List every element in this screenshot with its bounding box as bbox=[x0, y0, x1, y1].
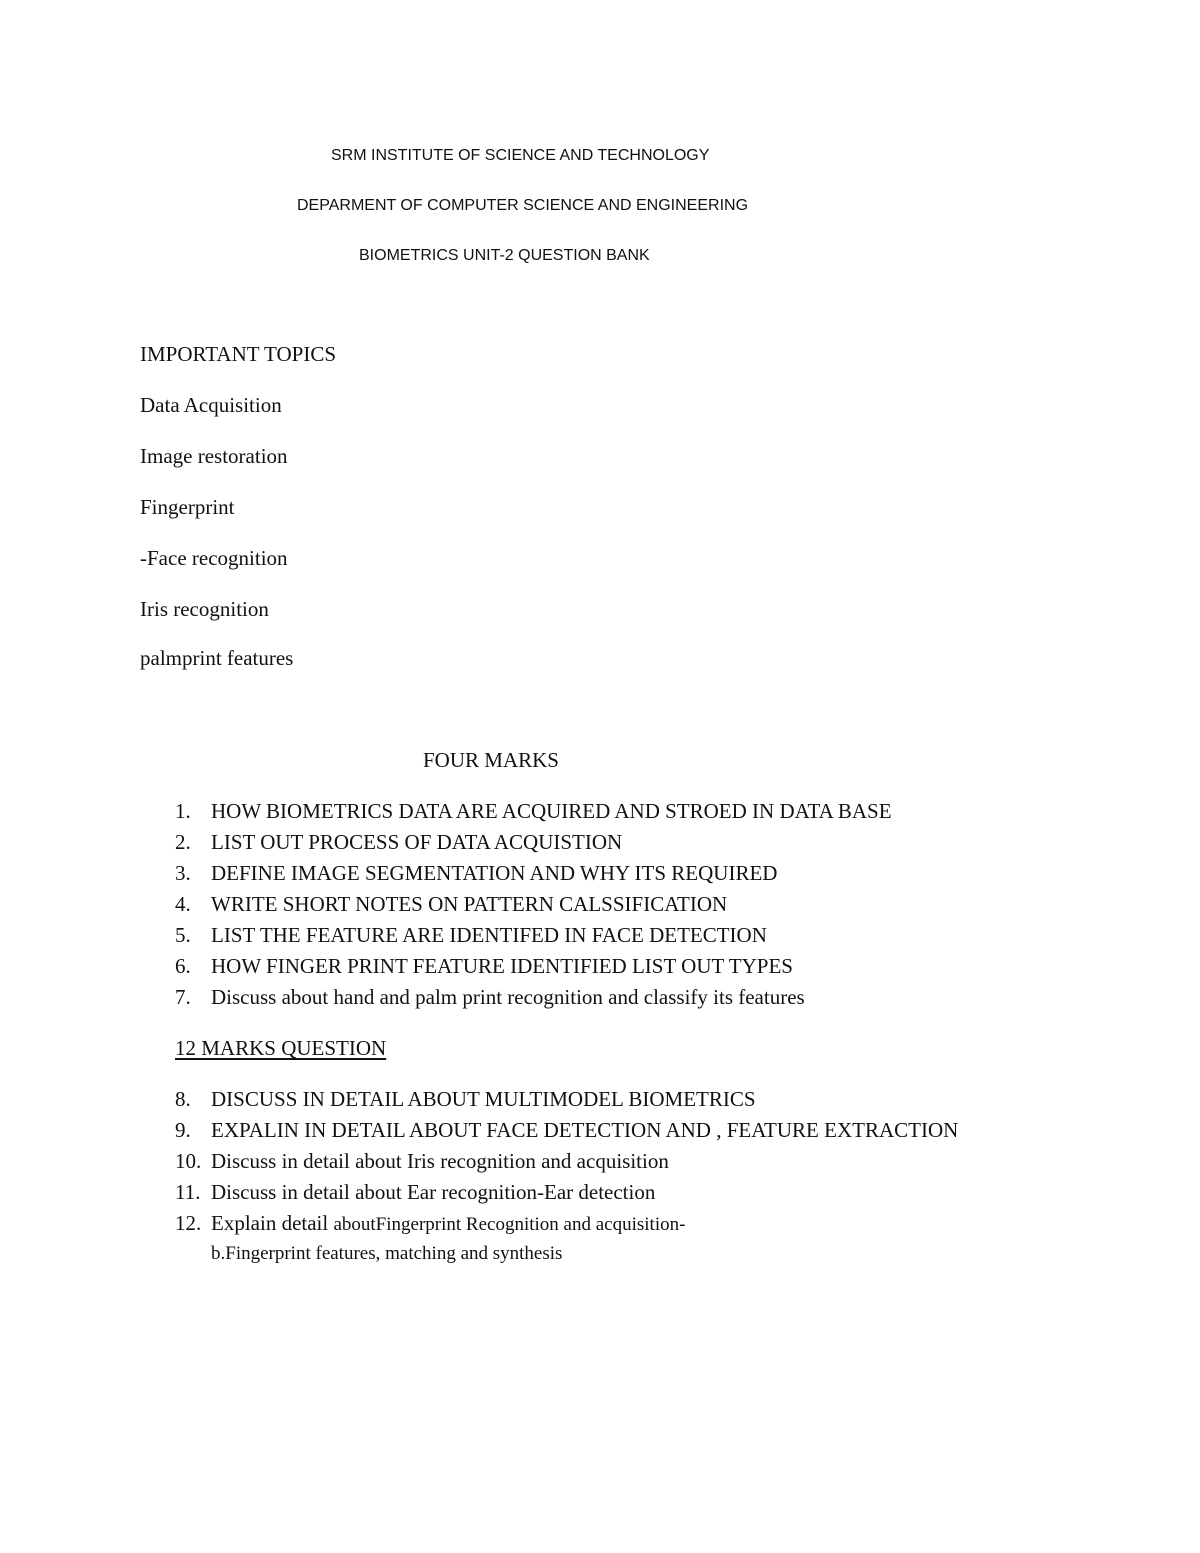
question-number: 4. bbox=[175, 892, 191, 916]
topic-item: palmprint features bbox=[140, 646, 294, 670]
topic-item: Image restoration bbox=[140, 444, 288, 468]
question-number: 7. bbox=[175, 985, 191, 1009]
document-title: BIOMETRICS UNIT-2 QUESTION BANK bbox=[359, 247, 650, 264]
question-text: LIST THE FEATURE ARE IDENTIFED IN FACE DETECTION bbox=[211, 923, 767, 947]
department-title: DEPARMENT OF COMPUTER SCIENCE AND ENGINEERING bbox=[297, 197, 749, 214]
question-number: 9. bbox=[175, 1118, 191, 1142]
question-text: Discuss in detail about Ear recognition-Ear detection bbox=[211, 1180, 656, 1204]
question-text: LIST OUT PROCESS OF DATA ACQUISTION bbox=[211, 830, 623, 854]
question-text bbox=[211, 1213, 685, 1234]
question-text: DISCUSS IN DETAIL ABOUT MULTIMODEL BIOMETRICS bbox=[211, 1087, 756, 1111]
question-text-part-small: aboutFingerprint Recognition and acquisition- bbox=[333, 1214, 686, 1235]
question-number: 12. bbox=[175, 1211, 202, 1235]
question-number: 10. bbox=[175, 1149, 202, 1173]
question-text-part: Explain detail bbox=[211, 1211, 334, 1235]
question-text: WRITE SHORT NOTES ON PATTERN CALSSIFICATION bbox=[211, 892, 728, 916]
institute-title: SRM INSTITUTE OF SCIENCE AND TECHNOLOGY bbox=[331, 147, 710, 164]
topic-item: Iris recognition bbox=[140, 597, 269, 621]
topic-item: -Face recognition bbox=[140, 546, 288, 570]
question-continuation: b.Fingerprint features, matching and synthesis bbox=[211, 1243, 563, 1264]
question-text: HOW FINGER PRINT FEATURE IDENTIFIED LIST OUT TYPES bbox=[211, 954, 793, 978]
question-number: 2. bbox=[175, 830, 191, 854]
question-number: 5. bbox=[175, 923, 191, 947]
question-number: 3. bbox=[175, 861, 191, 885]
topic-item: Data Acquisition bbox=[140, 393, 282, 417]
topics-heading: IMPORTANT TOPICS bbox=[140, 342, 337, 366]
topic-item: Fingerprint bbox=[140, 495, 235, 519]
question-text: Discuss about hand and palm print recognition and classify its features bbox=[211, 985, 805, 1009]
question-text: HOW BIOMETRICS DATA ARE ACQUIRED AND STROED IN DATA BASE bbox=[211, 799, 892, 823]
twelve-marks-heading: 12 MARKS QUESTION bbox=[175, 1036, 387, 1060]
question-number: 1. bbox=[175, 799, 191, 823]
question-text: Discuss in detail about Iris recognition and acquisition bbox=[211, 1149, 669, 1173]
question-number: 6. bbox=[175, 954, 191, 978]
question-text: EXPALIN IN DETAIL ABOUT FACE DETECTION AND , FEATURE EXTRACTION bbox=[211, 1118, 959, 1142]
question-text: DEFINE IMAGE SEGMENTATION AND WHY ITS REQUIRED bbox=[211, 861, 778, 885]
question-number: 11. bbox=[175, 1180, 201, 1204]
question-number: 8. bbox=[175, 1087, 191, 1111]
four-marks-heading: FOUR MARKS bbox=[423, 748, 559, 772]
